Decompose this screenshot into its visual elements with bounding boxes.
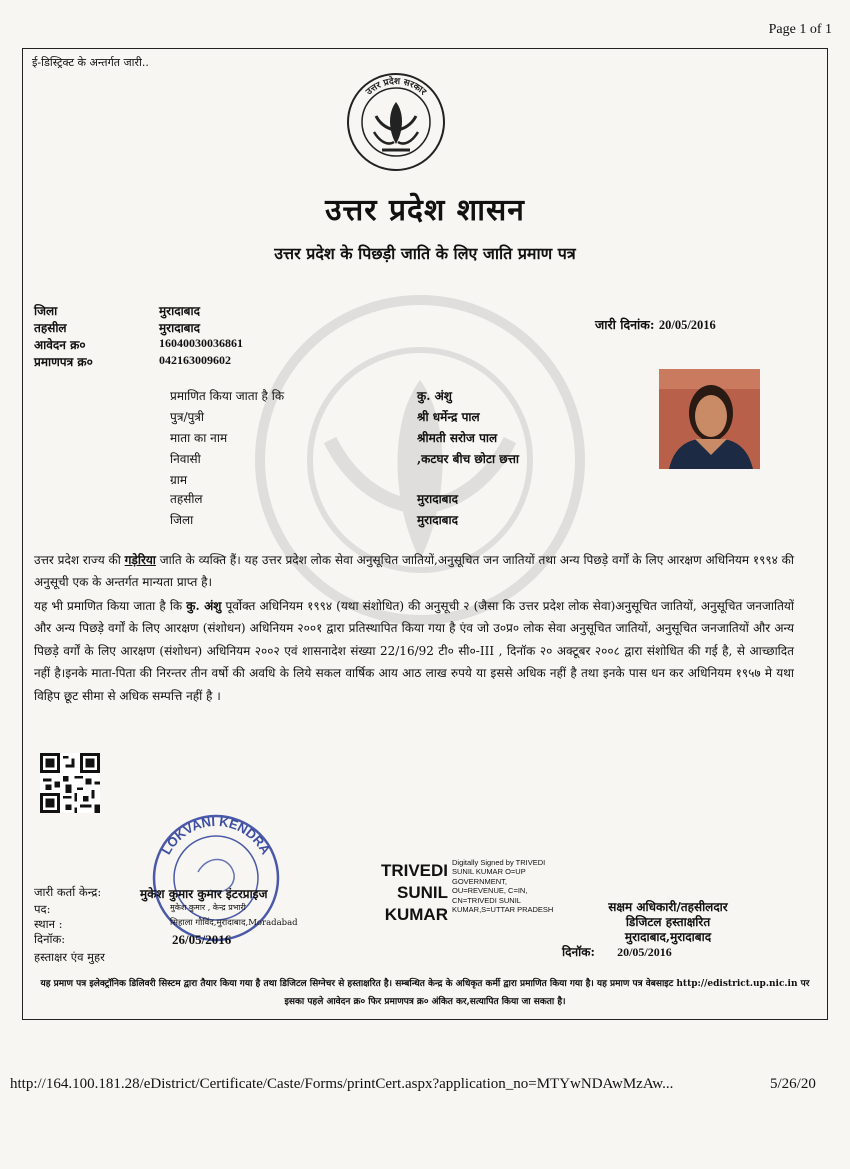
designation-label: पद: — [34, 902, 51, 916]
field-value: मुरादाबाद — [417, 513, 459, 527]
officer-date-label: दिनॉक: — [562, 945, 595, 959]
person-photo-icon — [659, 369, 760, 469]
document-title: उत्तर प्रदेश शासन — [325, 193, 525, 228]
top-note: ई-डिस्ट्रिक्ट के अन्तर्गत जारी.. — [32, 56, 149, 69]
issue-date — [595, 316, 716, 333]
designation-value: मुकेश कुमार , केन्द्र प्रभारी — [170, 903, 246, 912]
field-value: ,कटघर बीच छोटा छत्ता — [417, 452, 520, 466]
field-value: कु. अंशु — [417, 389, 452, 403]
certificate-paragraph-1 — [34, 549, 794, 594]
issue-date-value: 20/05/2016 — [658, 318, 716, 332]
document-subtitle: उत्तर प्रदेश के पिछड़ी जाति के लिए जाति प्रमाण पत्र — [274, 244, 576, 263]
browser-print-date: 5/26/20 — [770, 1076, 816, 1092]
district-label: जिला — [34, 304, 58, 318]
applicant-photo — [659, 369, 760, 469]
field-label: प्रमाणित किया जाता है कि — [170, 389, 285, 403]
page-number: Page 1 of 1 — [768, 22, 832, 37]
certified-name-inline: कु. अंशु — [186, 599, 222, 613]
officer-digital-signed: डिजिटल हस्ताक्षरित — [625, 915, 711, 929]
sign-label: हस्ताक्षर एंव मुहर — [34, 950, 105, 964]
certificate-no-value: 042163009602 — [159, 353, 231, 367]
place-value: सिहाला गौविंद,मुरादाबाद,Moradabad — [170, 918, 298, 928]
field-label: पुत्र/पुत्री — [170, 410, 205, 424]
svg-text:LOKVANI KENDRA: LOKVANI KENDRA — [158, 813, 274, 858]
certificate-no-label: प्रमाणपत्र क्र० — [34, 355, 93, 369]
signer-name-line3: KUMAR — [384, 905, 448, 924]
qr-code-icon — [40, 753, 100, 813]
signer-name-line1: TRIVEDI — [380, 861, 448, 880]
issue-date-label: जारी दिनांक: — [595, 317, 655, 332]
para2-text-b: पूर्वोक्त अधिनियम १९९४ (यथा संशोधित) की अनुसूची २ (जैसा कि उत्तर प्रदेश लोक सेवा)अनुसूचित जातियों, अनुसूचित जनजातियों और अन्य पिछड़े वर्गों के लिए आरक्षण (संशोधन) अधिनियम २००१ द्वारा प्रतिस्थापित किया गया है एंव जो उ०प्र० लोक सेवा अनुसूचित जातियों, अनुसूचित जनजातियों और अन्य पिछड़े वर्गों के लिए आरक्षण (संशोधन) अधिनियम २००२ एवं शासनादेश संख्या 22/16/92 टी० सी०-III , दिनॉक २० अक्टूबर २००८ द्वारा संशोधित की गई है, से आच्छादित नहीं है।इनके माता-पिता की निरन्तर तीन वर्षो की अवधि के लिये सकल वार्षिक आय आठ लाख रुपये या इससे अधिक नहीं है तथा इनके पास धन कर अधिनियम १९५७ मे यथा विहिप छूट सीमा से अधिक सम्पत्ति नहीं है । — [34, 599, 794, 703]
svg-text:उत्तर प्रदेश सरकार: उत्तर प्रदेश सरकार — [364, 76, 428, 98]
caste-name: गड़ेरिया — [124, 553, 156, 567]
digital-signature-details: Digitally Signed by TRIVEDI SUNIL KUMAR O=UP GOVERNMENT, OU=REVENUE, C=IN, CN=TRIVEDI SUNIL KUMAR,S=UTTAR PRADESH — [452, 858, 554, 915]
field-label: माता का नाम — [170, 431, 228, 445]
issuer-center-label: जारी कर्ता केन्द्र: — [34, 885, 102, 899]
issuer-date-label: दिनॉक: — [34, 932, 66, 946]
place-label: स्थान : — [34, 917, 63, 931]
field-label: जिला — [170, 513, 194, 527]
certificate-paragraph-2 — [34, 595, 794, 707]
officer-title: सक्षम अधिकारी/तहसीलदार — [608, 900, 728, 914]
issuer-center-value: मुकेश कुमार कुमार इंटरप्राइज — [140, 887, 268, 901]
application-no-label: आवेदन क्र० — [34, 338, 86, 352]
footer-note: यह प्रमाण पत्र इलेक्ट्रॉनिक डिलिवरी सिस्टम द्वारा तैयार किया गया है तथा डिजिटल सिग्नेचर से हस्ताक्षरित है। सम्बन्धित केन्द्र के अधिकृत कर्मी द्वारा प्रमाणित किया गया है। यह प्रमाण पत्र वेबसाइट http://edistrict.up.nic.in पर इसका पहले आवेदन क्र० फिर प्रमाणपत्र क्र० अंकित कर,सत्यापित किया जा सकता है। — [40, 979, 810, 1007]
up-emblem-icon — [346, 72, 446, 172]
para1-text-b: जाति के व्यक्ति हैं। यह उत्तर प्रदेश लोक सेवा अनुसूचित जातियों,अनुसूचित जन जातियों तथा अन्य पिछड़े वर्गों के लिए आरक्षण अधिनियम १९९४ की अनुसूची एक के अन्तर्गत मान्यता प्राप्त है। — [34, 553, 794, 590]
field-value: श्री धर्मेन्द्र पाल — [417, 410, 480, 424]
tehsil-value: मुरादाबाद — [159, 321, 201, 335]
field-label: निवासी — [170, 452, 201, 466]
digital-signature-name — [368, 860, 448, 926]
signer-name-line2: SUNIL — [397, 883, 448, 902]
field-value: श्रीमती सरोज पाल — [417, 431, 498, 445]
issuer-date-value: 26/05/2016 — [172, 932, 232, 947]
officer-date — [562, 943, 672, 960]
application-no-value: 16040030036861 — [159, 336, 243, 350]
tehsil-label: तहसील — [34, 321, 67, 335]
officer-location: मुरादाबाद,मुरादाबाद — [624, 930, 712, 944]
field-label: तहसील — [170, 492, 203, 506]
browser-url: http://164.100.181.28/eDistrict/Certificate/Caste/Forms/printCert.aspx?application_no=MTYwNDAwMzAw... — [10, 1076, 674, 1092]
field-label: ग्राम — [170, 473, 188, 487]
district-value: मुरादाबाद — [159, 304, 201, 318]
officer-date-value: 20/05/2016 — [617, 945, 672, 959]
field-value: मुरादाबाद — [417, 492, 459, 506]
para1-text-a: उत्तर प्रदेश राज्य की — [34, 553, 125, 567]
para2-text-a: यह भी प्रमाणित किया जाता है कि — [34, 599, 187, 613]
